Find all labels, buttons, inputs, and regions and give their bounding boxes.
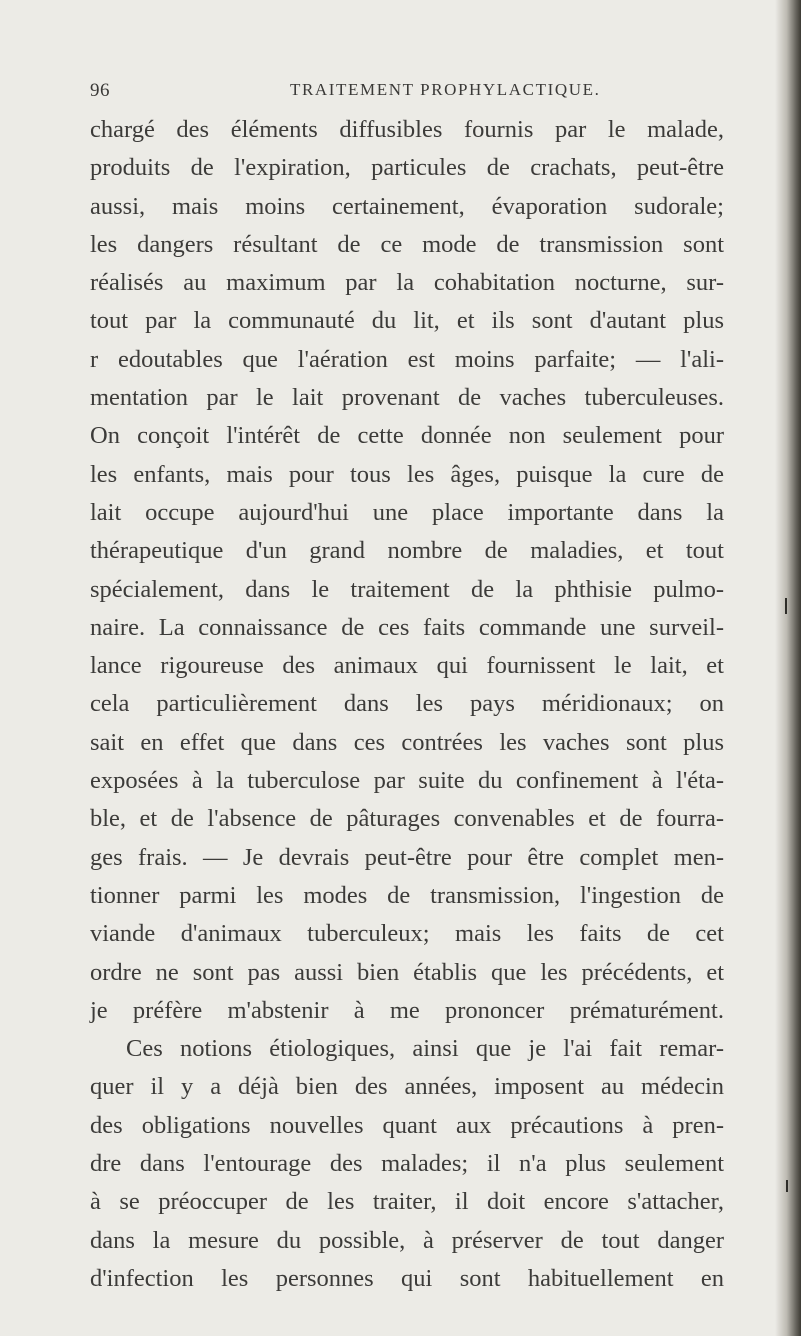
text-line: quer il y a déjà bien des années, imposent au médecin	[90, 1073, 724, 1101]
text-line: réalisés au maximum par la cohabitation nocturne, sur-	[90, 269, 724, 297]
text-line: r edoutables que l'aération est moins parfaite; — l'ali-	[90, 345, 724, 373]
text-line: naire. La connaissance de ces faits commande une surveil-	[90, 613, 724, 641]
text-line: dre dans l'entourage des malades; il n'a plus seulement	[90, 1150, 724, 1178]
text-line: ordre ne sont pas aussi bien établis que les précédents, et	[90, 958, 724, 986]
text-line: d'infection les personnes qui sont habituellement en	[90, 1264, 724, 1292]
text-line: On conçoit l'intérêt de cette donnée non seulement pour	[90, 422, 724, 450]
text-line: sait en effet que dans ces contrées les vaches sont plus	[90, 728, 724, 756]
text-line: Ces notions étiologiques, ainsi que je l'ai fait remar-	[126, 1035, 724, 1063]
text-line: à se préoccuper de les traiter, il doit encore s'attacher,	[90, 1188, 724, 1216]
running-title: TRAITEMENT PROPHYLACTIQUE.	[290, 80, 601, 99]
body-text	[90, 111, 724, 1298]
text-line: lance rigoureuse des animaux qui fournissent le lait, et	[90, 652, 724, 680]
text-line: aussi, mais moins certainement, évaporation sudorale;	[90, 192, 724, 220]
text-line: lait occupe aujourd'hui une place importante dans la	[90, 498, 724, 526]
text-line: tionner parmi les modes de transmission, l'ingestion de	[90, 881, 724, 909]
text-line: je préfère m'abstenir à me prononcer prématurément.	[90, 996, 724, 1024]
page-number: 96	[90, 80, 110, 101]
page-edge-marks	[783, 0, 797, 1336]
text-line: ges frais. — Je devrais peut-être pour être complet men-	[90, 843, 724, 871]
text-line: exposées à la tuberculose par suite du confinement à l'éta-	[90, 767, 724, 795]
text-line: spécialement, dans le traitement de la phthisie pulmo-	[90, 575, 724, 603]
text-line: viande d'animaux tuberculeux; mais les faits de cet	[90, 920, 724, 948]
text-line: ble, et de l'absence de pâturages convenables et de fourra-	[90, 805, 724, 833]
text-line: mentation par le lait provenant de vaches tuberculeuses.	[90, 384, 724, 412]
text-line: cela particulièrement dans les pays méridionaux; on	[90, 690, 724, 718]
text-line: dans la mesure du possible, à préserver de tout danger	[90, 1226, 724, 1254]
text-line: produits de l'expiration, particules de crachats, peut-être	[90, 154, 724, 182]
text-line: les enfants, mais pour tous les âges, puisque la cure de	[90, 460, 724, 488]
text-line: des obligations nouvelles quant aux précautions à pren-	[90, 1111, 724, 1139]
text-line: thérapeutique d'un grand nombre de maladies, et tout	[90, 537, 724, 565]
text-line: tout par la communauté du lit, et ils sont d'autant plus	[90, 307, 724, 335]
text-line: les dangers résultant de ce mode de transmission sont	[90, 230, 724, 258]
page-header	[90, 80, 724, 106]
text-line: chargé des éléments diffusibles fournis par le malade,	[90, 116, 724, 143]
